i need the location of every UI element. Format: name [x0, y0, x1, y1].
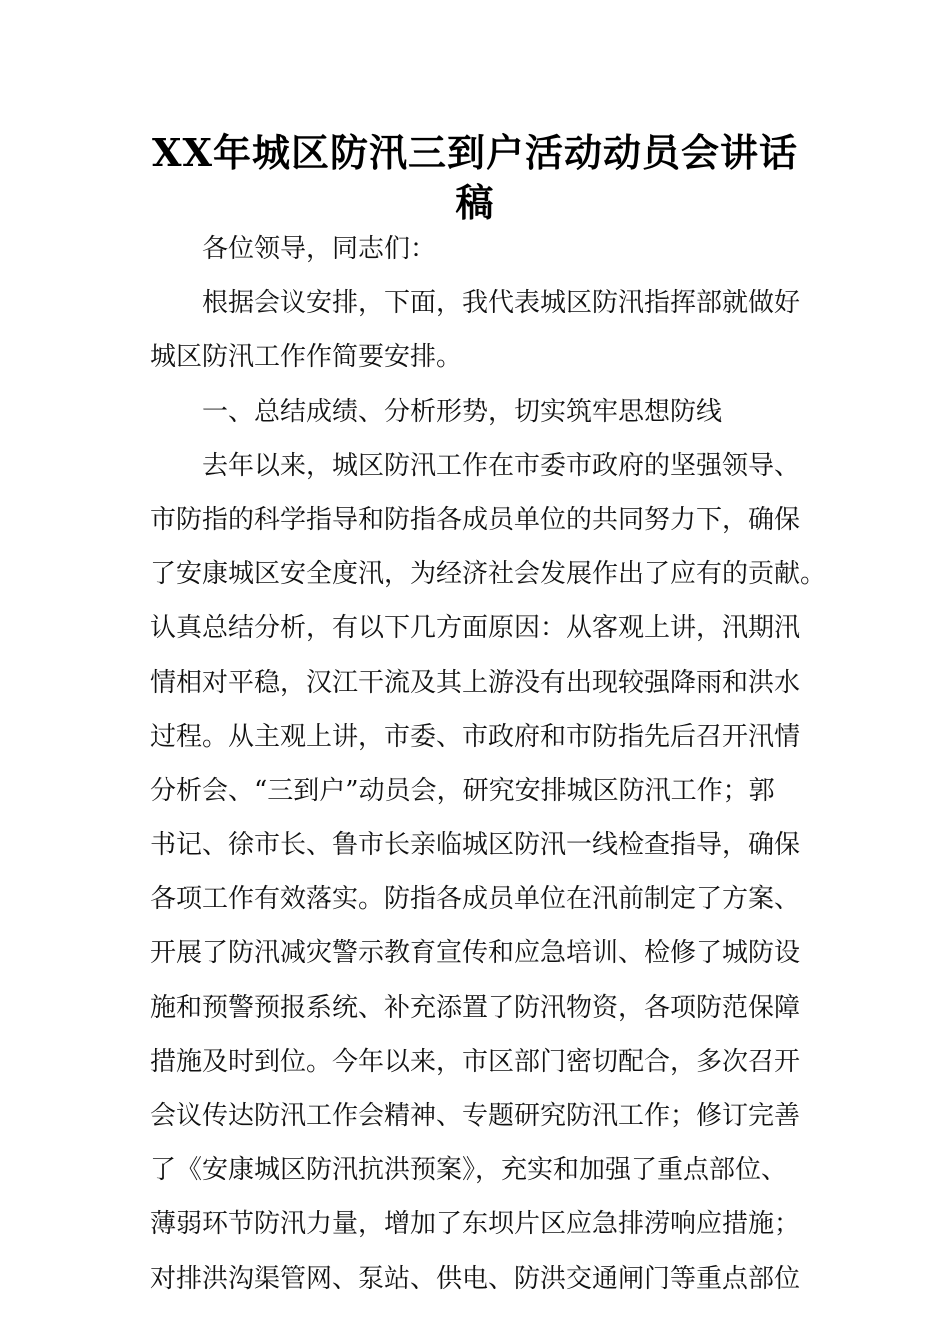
body-line: 了安康城区安全度汛，为经济社会发展作出了应有的贡献。 [150, 559, 827, 590]
body-line: 各项工作有效落实。防指各成员单位在汛前制定了方案、 [150, 884, 801, 915]
body-line: 城区防汛工作作简要安排。 [150, 342, 463, 373]
body-line: 情相对平稳，汉江干流及其上游没有出现较强降雨和洪水 [150, 667, 801, 698]
document-body [150, 222, 827, 1306]
body-line: 薄弱环节防汛力量，增加了东坝片区应急排涝响应措施； [150, 1209, 801, 1240]
body-line: 对排洪沟渠管网、泵站、供电、防洪交通闸门等重点部位 [150, 1263, 801, 1294]
body-line: 开展了防汛减灾警示教育宣传和应急培训、检修了城防设 [150, 938, 801, 969]
salutation: 各位领导，同志们： [202, 234, 437, 264]
document-title [150, 128, 800, 228]
body-line: 过程。从主观上讲，市委、市政府和市防指先后召开汛情 [150, 721, 801, 752]
body-line: 了《安康城区防汛抗洪预案》，充实和加强了重点部位、 [150, 1155, 788, 1186]
body-line: 根据会议安排，下面，我代表城区防汛指挥部就做好 [202, 288, 801, 319]
title-line-1: XX年城区防汛三到户活动动员会讲话 [152, 130, 798, 175]
body-line: 措施及时到位。今年以来，市区部门密切配合，多次召开 [150, 1046, 801, 1077]
body-line: 市防指的科学指导和防指各成员单位的共同努力下，确保 [150, 504, 801, 535]
body-line: 施和预警预报系统、补充添置了防汛物资，各项防范保障 [150, 992, 801, 1023]
body-line: 去年以来，城区防汛工作在市委市政府的坚强领导、 [202, 450, 801, 481]
body-line: 认真总结分析，有以下几方面原因：从客观上讲，汛期汛 [150, 613, 801, 644]
body-line: 书记、徐市长、鲁市长亲临城区防汛一线检查指导，确保 [150, 830, 801, 861]
title-line-2: 稿 [455, 180, 495, 225]
section-heading: 一、总结成绩、分析形势，切实筑牢思想防线 [202, 396, 723, 427]
body-line: 分析会、“三到户”动员会，研究安排城区防汛工作；郭 [150, 775, 775, 806]
body-line: 会议传达防汛工作会精神、专题研究防汛工作；修订完善 [150, 1101, 801, 1131]
